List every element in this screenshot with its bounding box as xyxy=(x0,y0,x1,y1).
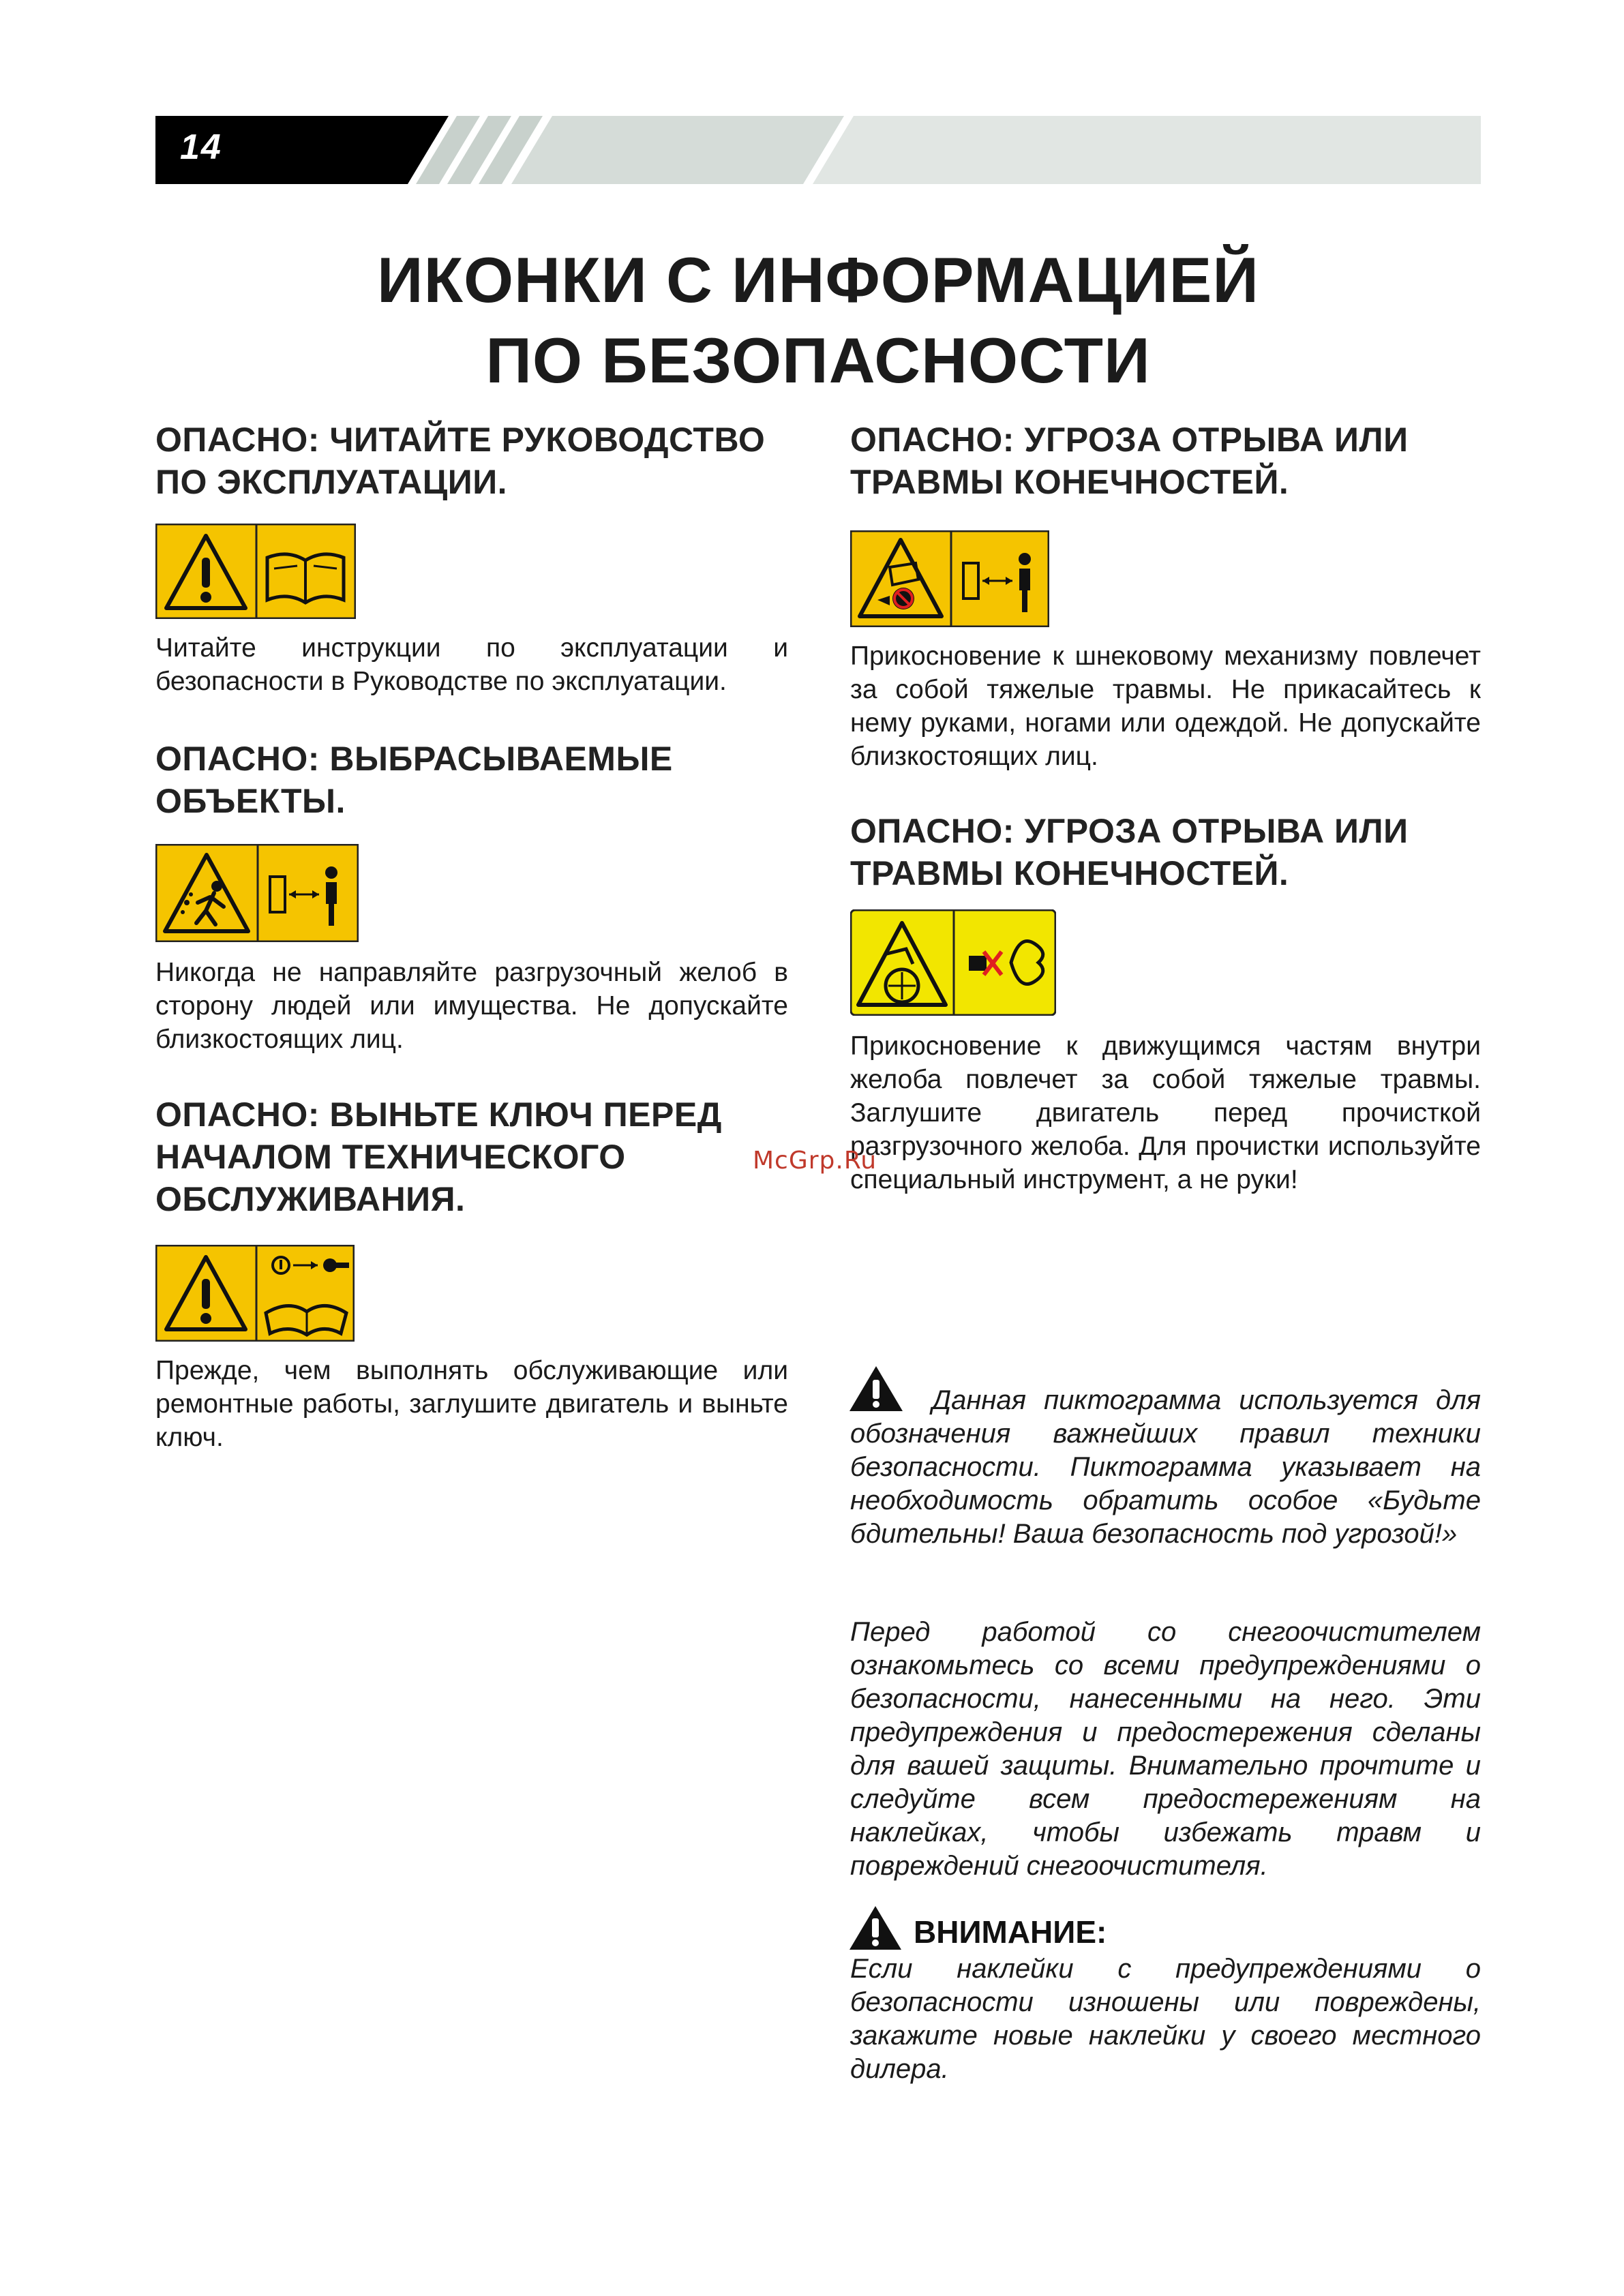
thrown-objects-label-icon xyxy=(155,844,359,942)
section-text-read-manual: Читайте инструкции по эксплуатации и безопасности в Руководстве по эксплуатации. xyxy=(155,633,788,696)
attention-text: Если наклейки с предупреждениями о безопасности изношены или повреждены, закажите новые наклейки у своего местного дилера. xyxy=(850,1954,1481,2084)
section-text-auger-injury: Прикосновение к шнековому механизму повлечет за собой тяжелые травмы. Не прикасайтесь к нему руками, ногами или одеждой. Не допускайте близкостоящих лиц. xyxy=(850,641,1481,771)
section-text-remove-key: Прежде, чем выполнять обслуживающие или ремонтные работы, заглушите двигатель и выньте ключ. xyxy=(155,1356,788,1452)
header-stripes xyxy=(155,116,1481,184)
page-header xyxy=(155,116,1481,184)
attention-icon xyxy=(848,1905,903,1951)
section-heading-thrown-objects: ОПАСНО: ВЫБРАСЫВАЕМЫЕ ОБЪЕКТЫ. xyxy=(155,740,673,820)
section-heading-chute-injury: ОПАСНО: УГРОЗА ОТРЫВА ИЛИ ТРАВМЫ КОНЕЧНОСТЕЙ. xyxy=(850,812,1409,892)
watermark: McGrp.Ru xyxy=(753,1147,877,1175)
read-manual-label-icon xyxy=(155,524,356,619)
page-number: 14 xyxy=(180,127,222,167)
notice-read-warnings: Перед работой со снегоочистителем ознакомьтесь со всеми предупреждениями о безопасности, нанесенными на него. Эти предупреждения и предостережения сделаны для вашей защиты. Внимательно прочтите и следуйте всем предостережениям на наклейках, чтобы избежать травм и повреждений снегоочистителя. xyxy=(850,1617,1481,1881)
page-title-line-1: ИКОНКИ С ИНФОРМАЦИЕЙ xyxy=(377,244,1259,316)
chute-injury-label-icon xyxy=(850,909,1056,1016)
section-heading-read-manual: ОПАСНО: ЧИТАЙТЕ РУКОВОДСТВО ПО ЭКСПЛУАТАЦИИ. xyxy=(155,421,766,501)
auger-injury-label-icon xyxy=(850,530,1049,627)
notice-safety-symbol: Данная пиктограмма используется для обозначения важнейших правил техники безопасности. Пиктограмма указывает на необходимость обратить особое «Будьте бдительны! Ваша безопасность под угрозой!» xyxy=(850,1385,1481,1549)
attention-heading: ВНИМАНИЕ: xyxy=(914,1914,1107,1950)
remove-key-label-icon xyxy=(155,1245,355,1342)
section-heading-auger-injury: ОПАСНО: УГРОЗА ОТРЫВА ИЛИ ТРАВМЫ КОНЕЧНОСТЕЙ. xyxy=(850,421,1409,501)
page-title-line-2: ПО БЕЗОПАСНОСТИ xyxy=(485,324,1151,396)
section-text-chute-injury: Прикосновение к движущимся частям внутри желоба повлечет за собой тяжелые травмы. Заглушите двигатель перед прочисткой разгрузочного желоба. Для прочистки используйте специальный инструмент, а не руки! xyxy=(850,1031,1481,1194)
section-heading-remove-key: ОПАСНО: ВЫНЬТЕ КЛЮЧ ПЕРЕД НАЧАЛОМ ТЕХНИЧЕСКОГО ОБСЛУЖИВАНИЯ. xyxy=(155,1096,722,1218)
section-text-thrown-objects: Никогда не направляйте разгрузочный желоб в сторону людей или имущества. Не допускайте близкостоящих лиц. xyxy=(155,958,788,1054)
